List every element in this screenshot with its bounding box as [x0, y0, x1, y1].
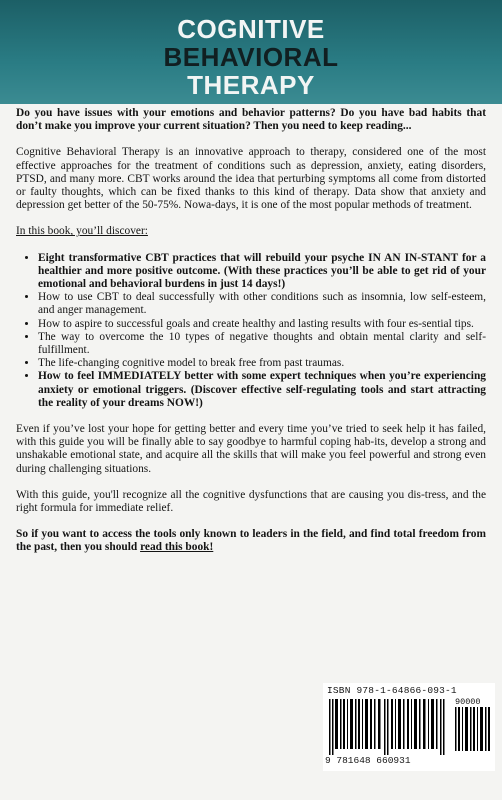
isbn-barcode-box — [323, 683, 495, 771]
blurb-paragraph-2: Even if you’ve lost your hope for getting better and every time you’ve tried to seek help it has failed, with this guide you will be finally able to say goodbye to harmful coping hab-its, develop a strong and unshakable emotional state, and acquire all the skills that will make you feel powerful and strong even during challenging situations. — [16, 423, 486, 475]
blurb-closing — [16, 528, 486, 554]
list-item: • How to aspire to successful goals and create healthy and lasting results with four es-sential tips. — [38, 318, 486, 331]
back-cover-blurb — [16, 107, 486, 568]
discover-list — [16, 252, 486, 410]
blurb-hook: Do you have issues with your emotions and behavior patterns? Do you have bad habits that don’t make you improve your current situation? Then you need to keep reading... — [16, 107, 486, 133]
ean-barcode-icon — [329, 699, 451, 755]
blurb-paragraph-1: Cognitive Behavioral Therapy is an innovative approach to therapy, considered one of the most effective approaches for the treatment of conditions such as depression, anxiety, eating disorders, PTSD, and many more. CBT works around the idea that perturbing symptoms all come from distorted or faulty thoughts, which can be fixed thanks to this kind of therapy. Data show that anxiety and depression get better of the 50-75%. Nowa-days, it is one of the most popular methods of treatment. — [16, 146, 486, 212]
price-code: 90000 — [455, 697, 481, 707]
list-item: • The life-changing cognitive model to break free from past traumas. — [38, 357, 486, 370]
cover-header-band — [0, 0, 502, 104]
title-line-2: BEHAVIORAL — [163, 42, 339, 72]
ean-digits: 9 781648 660931 — [325, 755, 411, 766]
isbn-label: ISBN 978-1-64866-093-1 — [327, 685, 457, 696]
list-item: • The way to overcome the 10 types of negative thoughts and obtain mental clarity and self-fulfillment. — [38, 331, 486, 357]
read-this-book-link: read this book! — [140, 541, 214, 554]
list-intro: In this book, you’ll discover: — [16, 225, 148, 238]
list-item: • How to feel IMMEDIATELY better with some expert techniques when you’re experiencing anxiety or emotional triggers. (Discover effective self-regulating tools and start attracting the reality of your dreams NOW!) — [38, 370, 486, 410]
list-item: • Eight transformative CBT practices that will rebuild your psyche IN AN IN-STANT for a healthier and more positive outcome. (With these practices you’ll be able to get rid of your emotional and behavioral burdens in just 14 days!) — [38, 252, 486, 292]
list-item: • How to use CBT to deal successfully with other conditions such as insomnia, low self-esteem, and anger management. — [38, 291, 486, 317]
title-line-3: THERAPY — [187, 70, 315, 100]
closing-text: So if you want to access the tools only known to leaders in the field, and find total freedom from the past, then you should — [16, 528, 486, 554]
price-barcode-icon — [455, 707, 491, 751]
blurb-paragraph-3: With this guide, you'll recognize all the cognitive dysfunctions that are causing you dis-tress, and the right formula for immediate relief. — [16, 488, 486, 515]
title-line-1: COGNITIVE — [177, 14, 325, 44]
